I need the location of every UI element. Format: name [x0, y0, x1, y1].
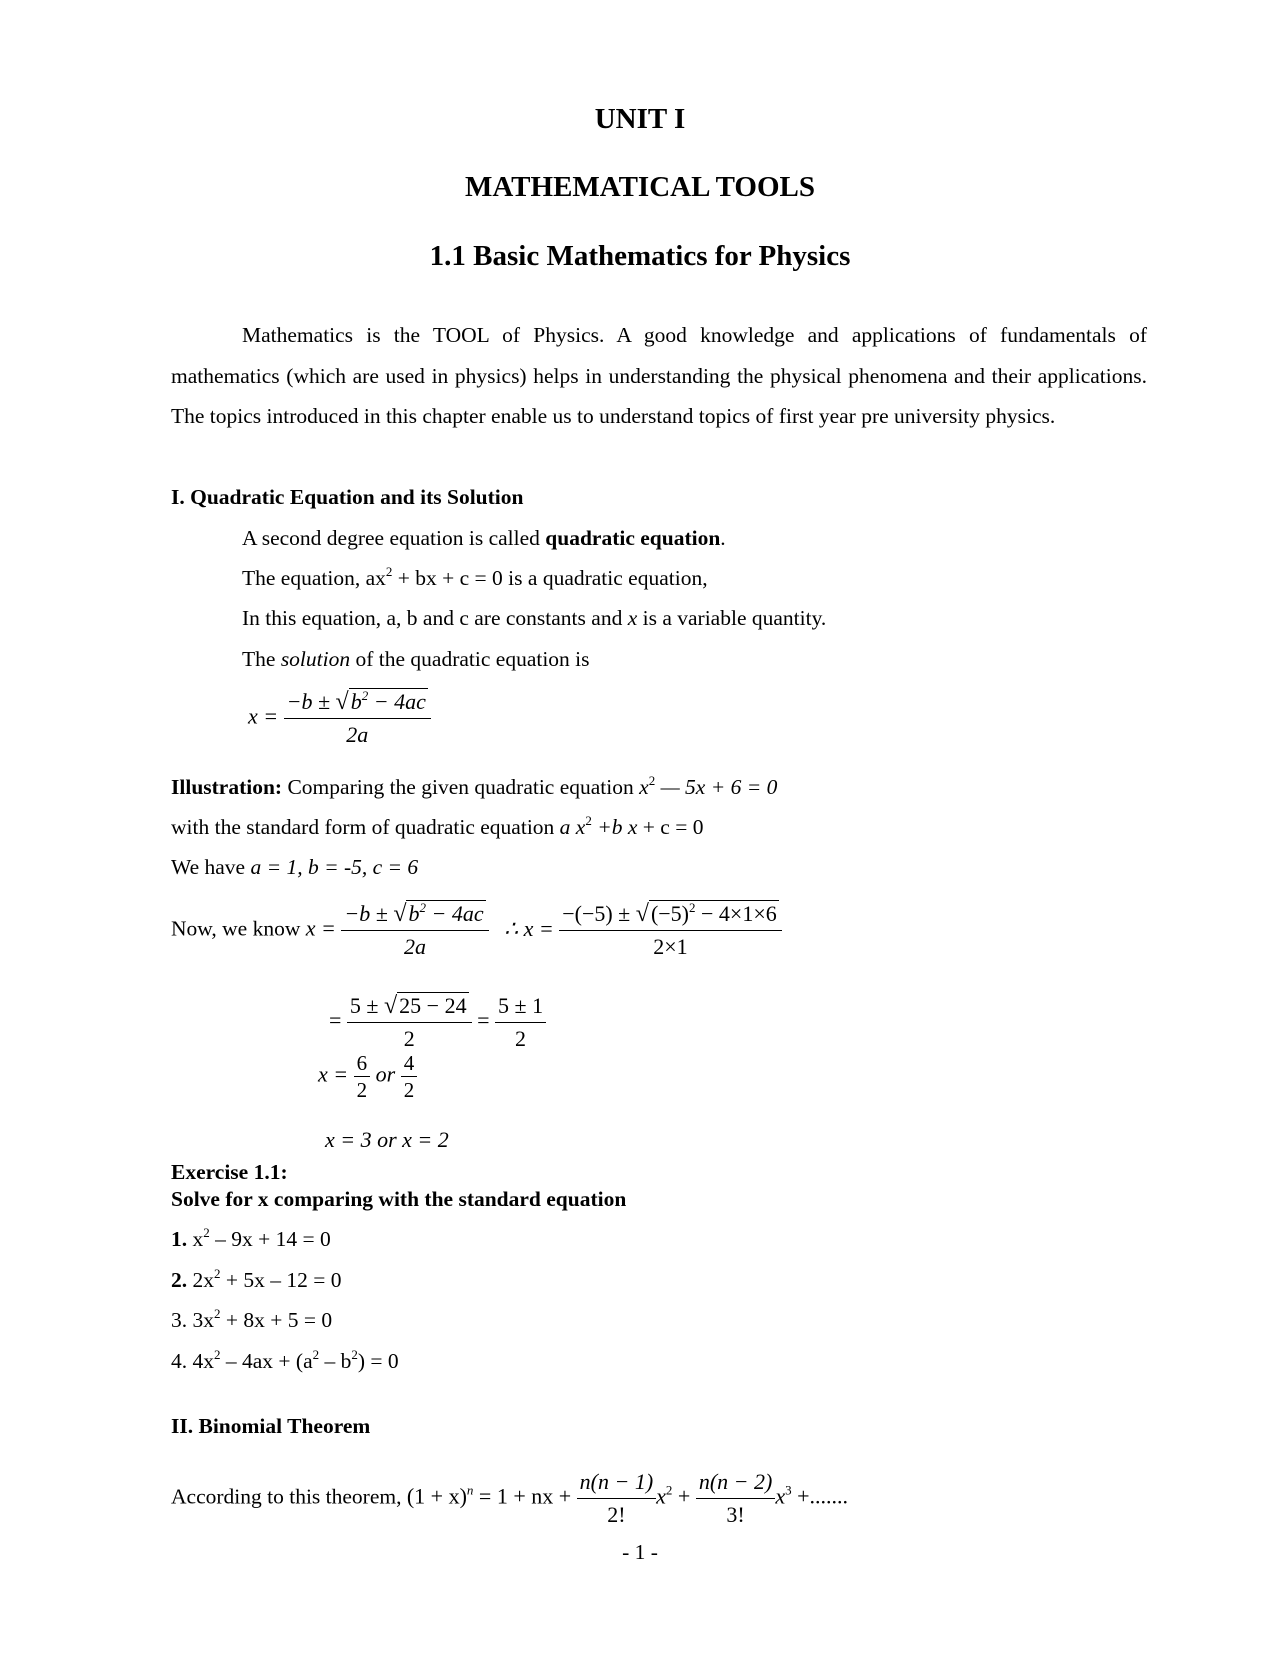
def-prefix: A second degree equation is called	[242, 526, 546, 550]
item-exp: 2	[214, 1266, 221, 1281]
sol-suffix: of the quadratic equation is	[350, 647, 590, 671]
now-we-know: Now, we know	[171, 916, 306, 941]
step-3	[318, 1052, 417, 1101]
binomial-text: According to this theorem,	[171, 1484, 407, 1509]
now-rad-exp: 2	[419, 900, 426, 915]
quadratic-variables-line	[242, 606, 826, 631]
quadratic-heading: I. Quadratic Equation and its Solution	[171, 485, 524, 509]
formula-rad-tail: − 4ac	[368, 689, 426, 714]
exercise-heading: Exercise 1.1:	[171, 1160, 288, 1184]
formula-lhs: x =	[248, 703, 279, 729]
t2-den: 2!	[607, 1502, 626, 1527]
binomial-formula	[171, 1468, 848, 1529]
vars-x: x	[627, 606, 638, 630]
item-post3: ) = 0	[357, 1349, 399, 1373]
def-suffix: .	[720, 526, 726, 550]
formula-den: 2a	[346, 722, 369, 747]
unit-title: UNIT I	[594, 103, 686, 135]
formula-rad-body: b	[350, 689, 362, 714]
substitution-line	[171, 900, 782, 961]
sqrt-symbol: √	[335, 689, 349, 715]
now-sqrt-symbol: √	[393, 901, 407, 927]
binomial-lhs-exp: n	[466, 1482, 474, 1498]
step3-or: or	[375, 1061, 396, 1087]
item-pre: 2x	[192, 1268, 214, 1292]
t2-num: n(n − 1)	[577, 1468, 657, 1499]
t3-exp: 3	[785, 1482, 792, 1498]
eq-exp: 2	[385, 564, 393, 579]
step-2	[329, 992, 546, 1053]
solution-line	[242, 647, 590, 672]
def-term: quadratic equation	[545, 526, 721, 550]
sol-term: solution	[280, 647, 351, 671]
binomial-lhs: (1 + x)	[406, 1483, 467, 1509]
sub-num-pre: −(−5) ±	[562, 901, 636, 926]
item-post: + 8x + 5 = 0	[220, 1308, 333, 1332]
line2-bx: +b x	[591, 815, 638, 839]
step3-x: x =	[318, 1061, 349, 1087]
formula-fraction	[284, 688, 431, 749]
now-x: x =	[305, 915, 336, 941]
t3-num: n(n − 2)	[696, 1468, 776, 1499]
exercise-item-3	[171, 1308, 332, 1333]
step2-b-den: 2	[515, 1026, 527, 1051]
eq-prefix: The equation, ax	[242, 566, 386, 590]
quadratic-definition	[242, 526, 726, 551]
quadratic-formula	[248, 688, 431, 749]
therefore: ∴ x =	[504, 915, 554, 941]
item-number: 3.	[171, 1308, 188, 1332]
sub-rad-exp: 2	[689, 900, 696, 915]
step2-den: 2	[403, 1026, 415, 1051]
step2-num-pre: 5 ±	[349, 993, 384, 1018]
item-pre: 4x	[192, 1349, 214, 1373]
item-post: – 4ax + (a	[220, 1349, 313, 1373]
line2-rest: + c = 0	[637, 815, 704, 839]
sub-rad-body: (−5)	[650, 901, 689, 926]
illustration-x: x	[639, 775, 649, 799]
line3-values: a = 1, b = -5, c = 6	[250, 855, 419, 879]
illustration-line-1	[171, 775, 777, 800]
step2-rad-body: 25 − 24	[399, 993, 467, 1018]
illustration-exp: 2	[648, 773, 656, 788]
now-den: 2a	[404, 934, 426, 959]
illustration-label: Illustration:	[171, 775, 283, 799]
result-line: x = 3 or x = 2	[325, 1127, 449, 1152]
substitution-fraction	[559, 900, 782, 961]
exercise-subheading: Solve for x comparing with the standard equation	[171, 1187, 627, 1211]
section-title: 1.1 Basic Mathematics for Physics	[429, 240, 851, 272]
step3-num1: 6	[354, 1052, 371, 1077]
step2-b-num: 5 ± 1	[495, 992, 546, 1023]
step3-den1: 2	[356, 1078, 368, 1102]
intro-paragraph: Mathematics is the TOOL of Physics. A good knowledge and applications of fundamentals of mathematics (which are used in physics) helps in understanding the physical phenomena and their applications. The topics introduced in this chapter enable us to understand topics of first year pre university physics.	[171, 323, 1147, 428]
step2-equals-b: =	[477, 1007, 490, 1033]
now-formula-fraction	[341, 900, 488, 961]
t3-x: x	[775, 1483, 786, 1509]
exercise-item-4	[171, 1349, 399, 1374]
quadratic-equation-line	[242, 566, 708, 591]
sol-prefix: The	[242, 647, 281, 671]
illustration-line-3	[171, 855, 418, 880]
binomial-heading: II. Binomial Theorem	[171, 1414, 371, 1438]
formula-num-pre: −b ±	[286, 689, 336, 714]
exercise-item-1	[171, 1227, 331, 1252]
step3-den2: 2	[403, 1078, 415, 1102]
item-number: 4.	[171, 1349, 188, 1373]
binomial-term-2	[577, 1468, 657, 1529]
binomial-eq-start: = 1 + nx +	[473, 1483, 572, 1509]
item-exp: 2	[214, 1306, 221, 1321]
binomial-tail: +.......	[791, 1483, 849, 1509]
now-num-pre: −b ±	[344, 901, 394, 926]
t2-exp: 2	[665, 1482, 673, 1498]
binomial-plus: +	[672, 1483, 691, 1509]
step3-num2: 4	[401, 1052, 418, 1077]
step2-sqrt-symbol: √	[384, 993, 398, 1019]
formula-rad-exp: 2	[361, 688, 369, 703]
item-exp: 2	[203, 1225, 210, 1240]
illustration-line-2	[171, 815, 703, 840]
item-exp: 2	[214, 1347, 221, 1362]
step2-fraction-a	[347, 992, 472, 1053]
binomial-term-3	[696, 1468, 776, 1529]
item-post: – 9x + 14 = 0	[209, 1227, 331, 1251]
page-number: - 1 -	[622, 1540, 658, 1564]
item-exp3: 2	[351, 1347, 358, 1362]
item-pre: 3x	[192, 1308, 214, 1332]
item-number: 1.	[171, 1227, 188, 1251]
t2-x: x	[656, 1483, 666, 1509]
item-pre: x	[192, 1227, 204, 1251]
now-rad-body: b	[408, 901, 420, 926]
eq-suffix: + bx + c = 0 is a quadratic equation,	[392, 566, 708, 590]
sub-den: 2×1	[653, 934, 688, 959]
illustration-rest: — 5x + 6 = 0	[655, 775, 778, 799]
now-rad-tail: − 4ac	[425, 901, 484, 926]
step3-fraction-2	[401, 1052, 418, 1101]
line2-text: with the standard form of quadratic equation	[171, 815, 560, 839]
line3-text: We have	[171, 855, 251, 879]
exercise-item-2	[171, 1268, 342, 1293]
chapter-title: MATHEMATICAL TOOLS	[465, 171, 815, 203]
item-post: + 5x – 12 = 0	[220, 1268, 342, 1292]
vars-suffix: is a variable quantity.	[637, 606, 827, 630]
step2-fraction-b	[495, 992, 546, 1053]
line2-exp: 2	[585, 813, 592, 828]
t3-den: 3!	[726, 1502, 745, 1527]
step3-fraction-1	[354, 1052, 371, 1101]
sub-sqrt-symbol: √	[635, 901, 649, 927]
item-exp2: 2	[312, 1347, 320, 1362]
sub-rad-tail: − 4×1×6	[695, 901, 777, 926]
vars-prefix: In this equation, a, b and c are constants and	[242, 606, 628, 630]
item-number: 2.	[171, 1268, 188, 1292]
step2-equals: =	[329, 1007, 342, 1033]
item-post2: – b	[319, 1349, 352, 1373]
illustration-text: Comparing the given quadratic equation	[282, 775, 640, 799]
line2-ax: a x	[559, 815, 586, 839]
